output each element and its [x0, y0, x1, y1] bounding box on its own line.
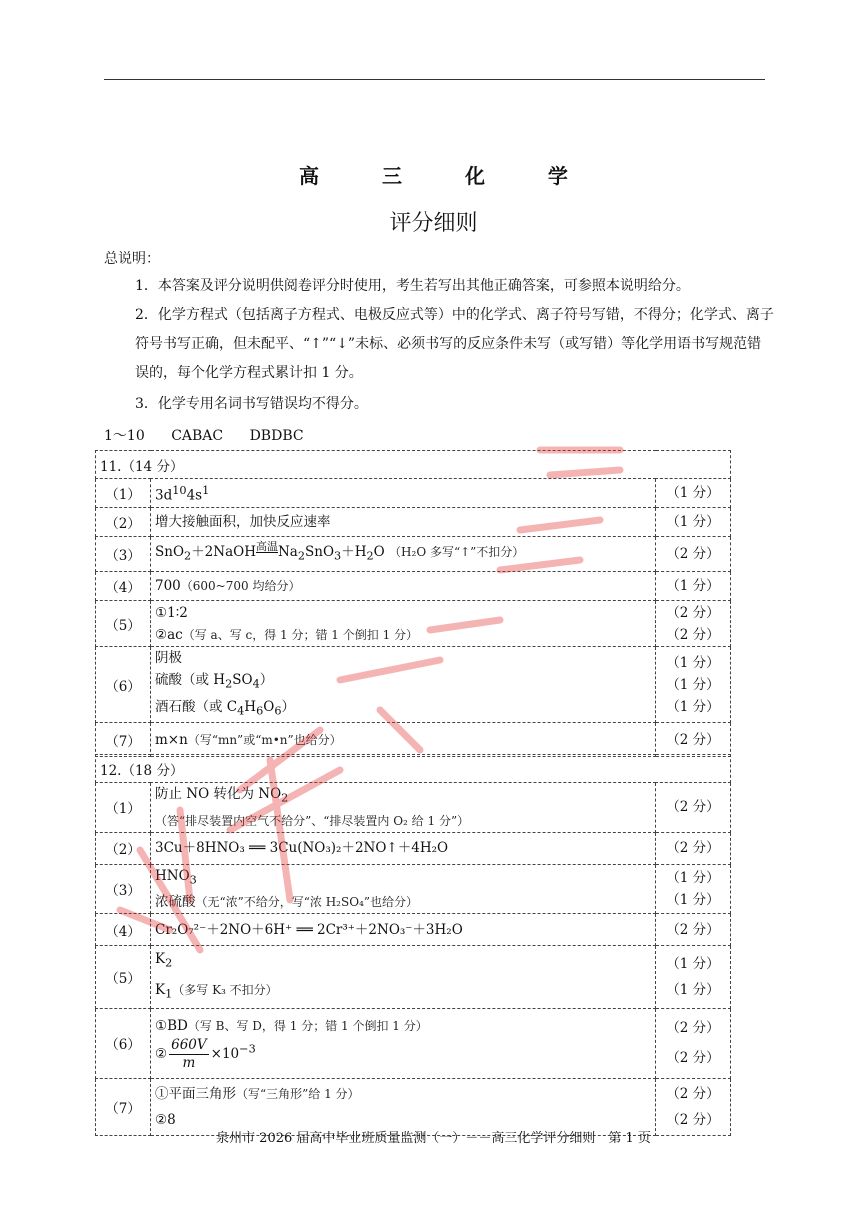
row-number: （1） — [96, 783, 151, 833]
table-row — [96, 537, 731, 572]
general-item-3: 3．化学专用名词书写错误均不得分。 — [135, 396, 368, 412]
answer-cell: $HNO_3$ 浓硫酸（无“浓”不给分，写“浓 H₂SO₄”也给分） — [151, 864, 656, 914]
table-row — [96, 479, 731, 508]
score-cell: （2 分） （2 分） — [656, 1008, 731, 1078]
table-row — [96, 723, 731, 757]
table-row — [96, 946, 731, 1008]
row-number: （3） — [96, 864, 151, 914]
row-number: （5） — [96, 946, 151, 1008]
score-cell: （1 分） （1 分） — [656, 946, 731, 1008]
fraction: $\frac{660V}{m}$ — [171, 1036, 207, 1071]
answer-cell: $3d^{10}4s^1$ — [151, 479, 656, 508]
row-number: （4） — [96, 914, 151, 946]
mc-group-1: CABAC — [171, 428, 224, 444]
table-row — [96, 601, 731, 647]
general-heading: 总说明： — [104, 251, 160, 267]
score-cell: （2 分） （2 分） — [656, 1078, 731, 1135]
row-number: （3） — [96, 537, 151, 572]
score-cell: （1 分） （1 分） （1 分） — [656, 647, 731, 723]
table-row — [96, 572, 731, 601]
answer-cell: 阴极 硫酸（或 $H_2SO_4$） 酒石酸（或 $C_4H_6O_6$） — [151, 647, 656, 723]
general-item-1: 1．本答案及评分说明供阅卷评分时使用，考生若写出其他正确答案，可参照本说明给分。 — [135, 278, 690, 294]
table-row — [96, 1008, 731, 1078]
header-rule — [104, 79, 765, 80]
score-cell: （1 分） — [656, 508, 731, 537]
row-number: （7） — [96, 723, 151, 757]
row-number: （6） — [96, 647, 151, 723]
table-row — [96, 783, 731, 833]
answer-cell: 防止 NO 转化为 $NO_2$ （答“排尽装置内空气不给分”、“排尽装置内 O₂ 给 1 分”） — [151, 783, 656, 833]
score-cell: （2 分） （2 分） — [656, 601, 731, 647]
score-cell: （2 分） — [656, 783, 731, 833]
table-row — [96, 508, 731, 537]
row-number: （2） — [96, 508, 151, 537]
q11-table — [95, 450, 731, 757]
general-item-2: 2．化学方程式（包括离子方程式、电极反应式等）中的化学式、离子符号写错，不得分；化学式、离子符号书写正确，但未配平、“↑”“↓”未标、必须书写的反应条件未写（或写错）等化学用语书写规范错误的，每个化学方程式累计扣 1 分。 — [135, 307, 774, 381]
row-number: （1） — [96, 479, 151, 508]
answer-cell: 3Cu＋8HNO₃ ══ 3Cu(NO₃)₂＋2NO↑＋4H₂O — [151, 832, 656, 864]
mc-group-2: DBDBC — [249, 428, 304, 444]
mc-answers — [104, 425, 326, 445]
table-row — [96, 832, 731, 864]
q12-table — [95, 754, 731, 1136]
row-number: （6） — [96, 1008, 151, 1078]
score-cell: （2 分） — [656, 832, 731, 864]
answer-cell: ①平面三角形（写“三角形”给 1 分） ②8 — [151, 1078, 656, 1135]
page-subtitle: 评分细则 — [389, 211, 478, 236]
score-cell: （1 分） — [656, 479, 731, 508]
row-number: （7） — [96, 1078, 151, 1135]
table-row — [96, 647, 731, 723]
answer-cell: 700（600~700 均给分） — [151, 572, 656, 601]
q12-header: 12.（18 分） — [96, 755, 731, 783]
answer-cell: m×n（写“mn”或“m•n”也给分） — [151, 723, 656, 757]
answer-cell: SnO$_2$＋2NaOH高温$Na_2SnO_3+H_2O$ （H₂O 多写“↑”不扣分） — [151, 537, 656, 572]
answer-cell: ①BD（写 B、写 D，得 1 分；错 1 个倒扣 1 分） ② $\frac{660V}{m}$ $\times 10^{-3}$ — [151, 1008, 656, 1078]
row-number: （4） — [96, 572, 151, 601]
row-number: （2） — [96, 832, 151, 864]
reaction-condition: 高温 — [255, 539, 278, 553]
answer-cell: ①1∶2 ②ac（写 a、写 c，得 1 分；错 1 个倒扣 1 分） — [151, 601, 656, 647]
mc-range: 1～10 — [104, 428, 145, 444]
score-cell: （2 分） — [656, 537, 731, 572]
score-cell: （1 分） — [656, 572, 731, 601]
table-row — [96, 864, 731, 914]
answer-cell: Cr₂O₇²⁻＋2NO＋6H⁺ ══ 2Cr³⁺＋2NO₃⁻＋3H₂O — [151, 914, 656, 946]
q11-header: 11.（14 分） — [96, 451, 731, 479]
page-title: 高 三 化 学 — [299, 164, 596, 188]
table-row — [96, 914, 731, 946]
row-number: （5） — [96, 601, 151, 647]
score-cell: （1 分） （1 分） — [656, 864, 731, 914]
page-footer: 泉州市 2026 届高中毕业班质量监测（一）－－高三化学评分细则 第 1 页 — [216, 1131, 651, 1146]
answer-cell: 增大接触面积，加快反应速率 — [151, 508, 656, 537]
score-cell: （2 分） — [656, 914, 731, 946]
answer-cell: $K_2$ $K_1$（多写 K₃ 不扣分） — [151, 946, 656, 1008]
score-cell: （2 分） — [656, 723, 731, 757]
